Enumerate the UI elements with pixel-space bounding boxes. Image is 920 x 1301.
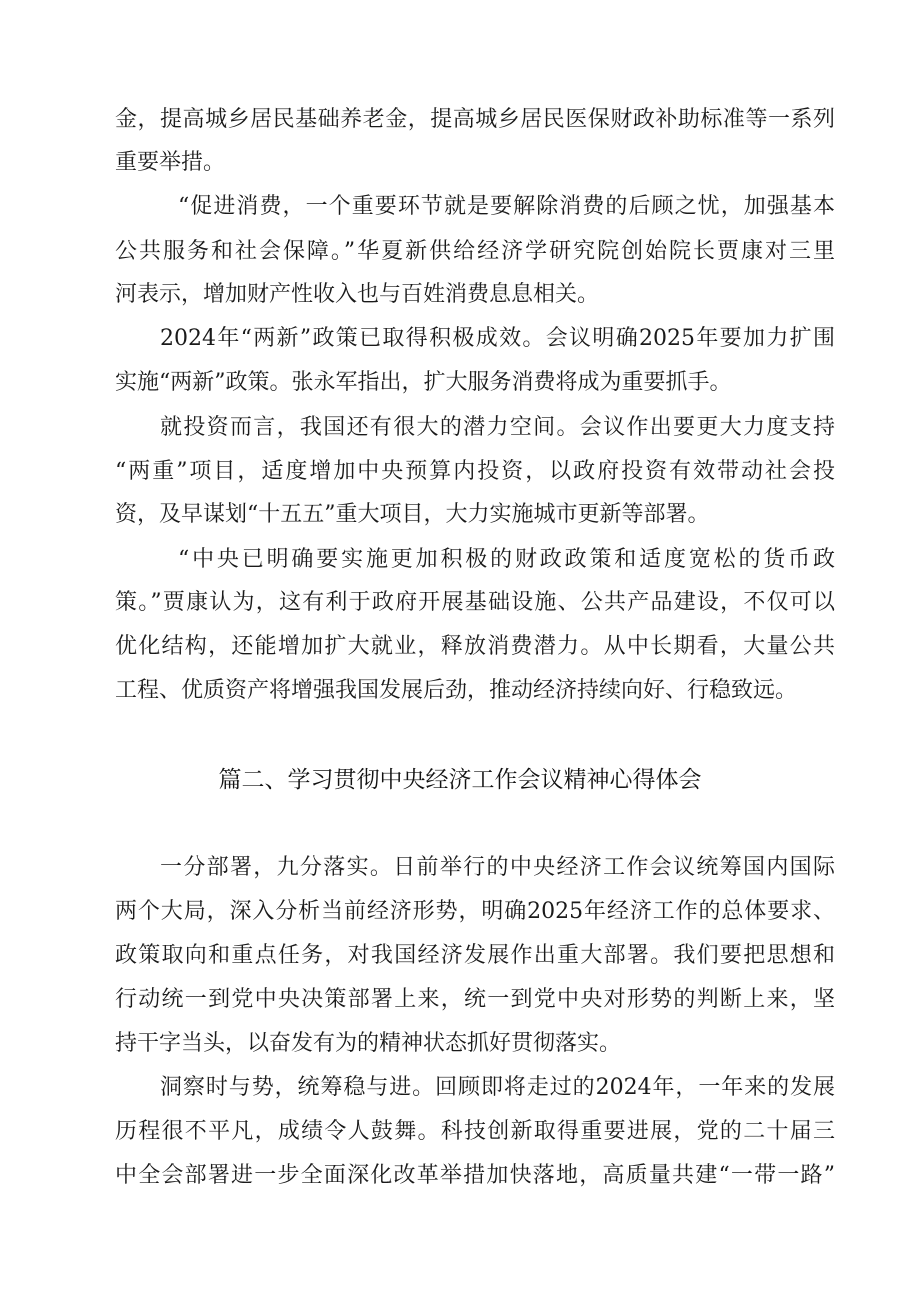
text-line: 工程、优质资产将增强我国发展后劲，推动经济持续向好、行稳致远。 [115, 678, 798, 703]
text-line: 金，提高城乡居民基础养老金，提高城乡居民医保财政补助标准等一系列 [115, 107, 835, 132]
text-line: 就投资而言，我国还有很大的潜力空间。会议作出要更大力度支持 [160, 415, 835, 440]
text-line: “促进消费，一个重要环节就是要解除消费的后顾之忧，加强基本 [178, 194, 835, 219]
text-line: 政策取向和重点任务，对我国经济发展作出重大部署。我们要把思想和 [115, 943, 835, 968]
text-line: 中全会部署进一步全面深化改革举措加快落地，高质量共建“一带一路” [115, 1163, 835, 1188]
text-line: 河表示，增加财产性收入也与百姓消费息息相关。 [115, 282, 600, 307]
text-line: 两个大局，深入分析当前经济形势，明确2025年经济工作的总体要求、 [115, 899, 835, 924]
text-line: 历程很不平凡，成绩令人鼓舞。科技创新取得重要进展，党的二十届三 [115, 1119, 835, 1144]
text-line: 持干字当头，以奋发有为的精神状态抓好贯彻落实。 [115, 1031, 622, 1056]
section-heading: 篇二、学习贯彻中央经济工作会议精神心得体会 [218, 767, 702, 793]
text-line: 2024年“两新”政策已取得积极成效。会议明确2025年要加力扩围 [160, 326, 835, 351]
text-line: “中央已明确要实施更加积极的财政政策和适度宽松的货币政 [178, 547, 835, 572]
text-line: 公共服务和社会保障。”华夏新供给经济学研究院创始院长贾康对三里 [115, 239, 835, 264]
text-line: “两重”项目，适度增加中央预算内投资，以政府投资有效带动社会投 [115, 459, 835, 484]
text-line: 行动统一到党中央决策部署上来，统一到党中央对形势的判断上来，坚 [115, 987, 835, 1012]
text-line: 策。”贾康认为，这有利于政府开展基础设施、公共产品建设，不仅可以 [115, 590, 835, 615]
text-line: 洞察时与势，统筹稳与进。回顾即将走过的2024年，一年来的发展 [160, 1075, 835, 1100]
text-line: 实施“两新”政策。张永军指出，扩大服务消费将成为重要抓手。 [115, 370, 732, 395]
text-line: 资，及早谋划“十五五”重大项目，大力实施城市更新等部署。 [115, 502, 710, 527]
text-line: 一分部署，九分落实。日前举行的中央经济工作会议统筹国内国际 [160, 855, 835, 880]
text-line: 重要举措。 [115, 150, 226, 175]
text-line: 优化结构，还能增加扩大就业，释放消费潜力。从中长期看，大量公共 [115, 634, 835, 659]
